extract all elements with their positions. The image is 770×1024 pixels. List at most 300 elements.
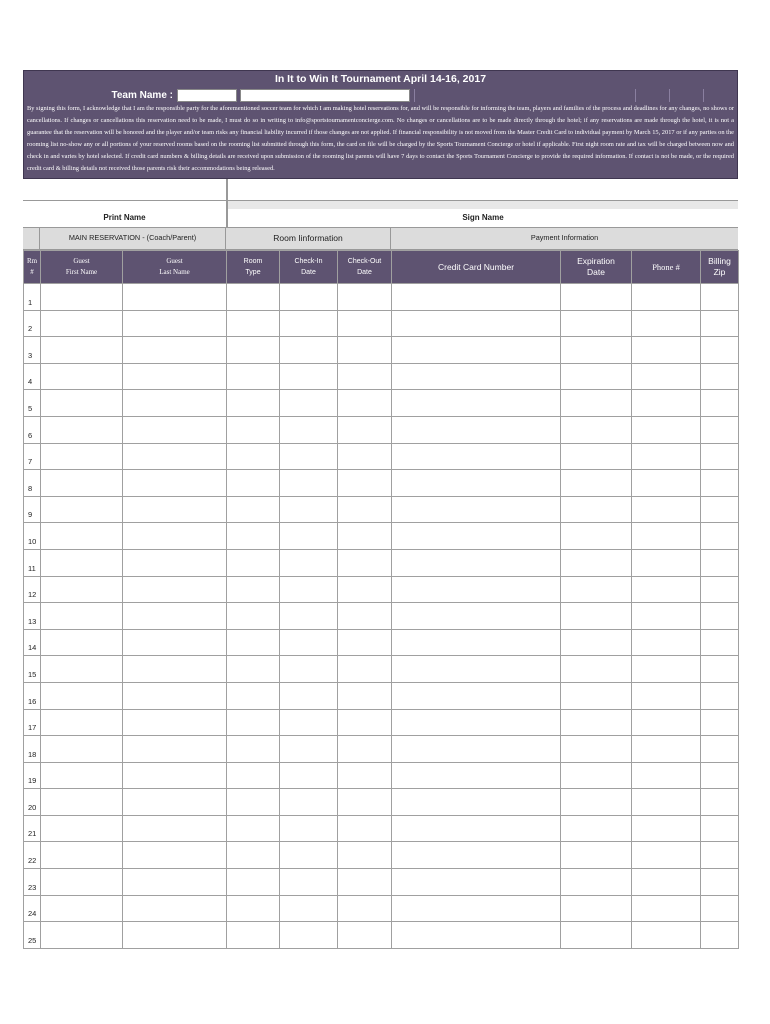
col-expiration-line2: Date	[587, 267, 605, 277]
check-out-date-cell[interactable]	[338, 603, 392, 630]
billing-zip-cell[interactable]	[701, 603, 739, 630]
phone-cell[interactable]	[632, 337, 701, 364]
col-check-out-date	[338, 251, 392, 284]
room-type-cell[interactable]	[227, 656, 280, 683]
check-in-date-cell[interactable]	[280, 443, 338, 470]
credit-card-number-cell[interactable]	[392, 416, 561, 443]
check-out-date-cell[interactable]	[338, 895, 392, 922]
expiration-date-cell[interactable]	[561, 390, 632, 417]
section-spacer	[23, 228, 40, 249]
guest-last-name-cell[interactable]	[123, 390, 227, 417]
check-in-date-cell[interactable]	[280, 284, 338, 311]
row-number: 12	[24, 576, 41, 603]
check-in-date-cell[interactable]	[280, 496, 338, 523]
row-number: 4	[24, 363, 41, 390]
billing-zip-cell[interactable]	[701, 895, 739, 922]
billing-zip-cell[interactable]	[701, 549, 739, 576]
room-type-cell[interactable]	[227, 682, 280, 709]
room-type-cell[interactable]	[227, 523, 280, 550]
check-in-date-cell[interactable]	[280, 603, 338, 630]
expiration-date-cell[interactable]	[561, 709, 632, 736]
phone-cell[interactable]	[632, 736, 701, 763]
row-number: 19	[24, 762, 41, 789]
check-out-date-cell[interactable]	[338, 549, 392, 576]
col-guest-first-name	[41, 251, 123, 284]
row-number: 14	[24, 629, 41, 656]
table-row	[24, 390, 739, 417]
table-row	[24, 869, 739, 896]
separator-row	[23, 201, 738, 209]
expiration-date-cell[interactable]	[561, 603, 632, 630]
guest-last-name-cell[interactable]	[123, 337, 227, 364]
guest-first-name-cell[interactable]	[41, 470, 123, 497]
credit-card-number-cell[interactable]	[392, 736, 561, 763]
print-name-label: Print Name	[23, 209, 228, 227]
guest-last-name-cell[interactable]	[123, 895, 227, 922]
phone-cell[interactable]	[632, 549, 701, 576]
phone-cell[interactable]	[632, 363, 701, 390]
expiration-date-cell[interactable]	[561, 363, 632, 390]
check-out-date-cell[interactable]	[338, 629, 392, 656]
credit-card-number-cell[interactable]	[392, 363, 561, 390]
billing-zip-cell[interactable]	[701, 682, 739, 709]
col-guest-first-line1: Guest	[73, 257, 90, 265]
guest-first-name-cell[interactable]	[41, 709, 123, 736]
guest-last-name-cell[interactable]	[123, 576, 227, 603]
billing-zip-cell[interactable]	[701, 470, 739, 497]
phone-cell[interactable]	[632, 789, 701, 816]
row-number: 21	[24, 815, 41, 842]
check-in-date-cell[interactable]	[280, 815, 338, 842]
row-number: 5	[24, 390, 41, 417]
table-row	[24, 789, 739, 816]
check-out-date-cell[interactable]	[338, 310, 392, 337]
table-row	[24, 682, 739, 709]
expiration-date-cell[interactable]	[561, 842, 632, 869]
guest-first-name-cell[interactable]	[41, 523, 123, 550]
guest-last-name-cell[interactable]	[123, 762, 227, 789]
row-number: 23	[24, 869, 41, 896]
col-room-type-line1: Room	[243, 258, 263, 265]
check-in-date-cell[interactable]	[280, 576, 338, 603]
expiration-date-cell[interactable]	[561, 310, 632, 337]
phone-cell[interactable]	[632, 390, 701, 417]
col-billing-line1: Billing	[708, 256, 731, 266]
table-row	[24, 656, 739, 683]
check-out-date-cell[interactable]	[338, 922, 392, 949]
row-number: 15	[24, 656, 41, 683]
room-type-cell[interactable]	[227, 470, 280, 497]
expiration-date-cell[interactable]	[561, 549, 632, 576]
check-in-date-cell[interactable]	[280, 895, 338, 922]
guest-last-name-cell[interactable]	[123, 629, 227, 656]
guest-first-name-cell[interactable]	[41, 363, 123, 390]
room-type-cell[interactable]	[227, 736, 280, 763]
check-out-date-cell[interactable]	[338, 337, 392, 364]
phone-cell[interactable]	[632, 310, 701, 337]
billing-zip-cell[interactable]	[701, 736, 739, 763]
row-number: 11	[24, 549, 41, 576]
guest-first-name-cell[interactable]	[41, 922, 123, 949]
form-title: In It to Win It Tournament April 14-16, 2017	[23, 70, 738, 87]
check-in-date-cell[interactable]	[280, 682, 338, 709]
phone-cell[interactable]	[632, 443, 701, 470]
credit-card-number-cell[interactable]	[392, 390, 561, 417]
guest-last-name-cell[interactable]	[123, 736, 227, 763]
billing-zip-cell[interactable]	[701, 709, 739, 736]
row-number: 18	[24, 736, 41, 763]
phone-cell[interactable]	[632, 496, 701, 523]
phone-cell[interactable]	[632, 629, 701, 656]
team-name-row	[23, 87, 738, 103]
billing-zip-cell[interactable]	[701, 842, 739, 869]
check-in-date-cell[interactable]	[280, 762, 338, 789]
check-out-date-cell[interactable]	[338, 789, 392, 816]
credit-card-number-cell[interactable]	[392, 576, 561, 603]
check-in-date-cell[interactable]	[280, 363, 338, 390]
check-out-date-cell[interactable]	[338, 284, 392, 311]
row-number: 3	[24, 337, 41, 364]
billing-zip-cell[interactable]	[701, 443, 739, 470]
billing-zip-cell[interactable]	[701, 576, 739, 603]
credit-card-number-cell[interactable]	[392, 869, 561, 896]
guest-last-name-cell[interactable]	[123, 656, 227, 683]
credit-card-number-cell[interactable]	[392, 922, 561, 949]
billing-zip-cell[interactable]	[701, 762, 739, 789]
phone-cell[interactable]	[632, 682, 701, 709]
col-credit-card-number: Credit Card Number	[392, 251, 561, 284]
billing-zip-cell[interactable]	[701, 390, 739, 417]
billing-zip-cell[interactable]	[701, 363, 739, 390]
expiration-date-cell[interactable]	[561, 416, 632, 443]
guest-last-name-cell[interactable]	[123, 416, 227, 443]
check-out-date-cell[interactable]	[338, 682, 392, 709]
check-out-date-cell[interactable]	[338, 496, 392, 523]
table-row	[24, 363, 739, 390]
col-check-in-line1: Check-In	[294, 258, 323, 265]
guest-first-name-cell[interactable]	[41, 656, 123, 683]
credit-card-number-cell[interactable]	[392, 470, 561, 497]
col-billing-zip	[701, 251, 739, 284]
check-out-date-cell[interactable]	[338, 443, 392, 470]
guest-first-name-cell[interactable]	[41, 549, 123, 576]
room-type-cell[interactable]	[227, 576, 280, 603]
phone-cell[interactable]	[632, 815, 701, 842]
guest-last-name-cell[interactable]	[123, 815, 227, 842]
guest-last-name-cell[interactable]	[123, 549, 227, 576]
credit-card-number-cell[interactable]	[392, 284, 561, 311]
col-room-number-line1: Rm	[26, 257, 38, 265]
credit-card-number-cell[interactable]	[392, 682, 561, 709]
billing-zip-cell[interactable]	[701, 496, 739, 523]
phone-cell[interactable]	[632, 284, 701, 311]
guest-last-name-cell[interactable]	[123, 363, 227, 390]
col-room-type	[227, 251, 280, 284]
room-type-cell[interactable]	[227, 629, 280, 656]
expiration-date-cell[interactable]	[561, 736, 632, 763]
phone-cell[interactable]	[632, 922, 701, 949]
check-in-date-cell[interactable]	[280, 549, 338, 576]
credit-card-number-cell[interactable]	[392, 496, 561, 523]
guest-last-name-cell[interactable]	[123, 789, 227, 816]
col-room-number-line2: #	[30, 268, 34, 276]
guest-last-name-cell[interactable]	[123, 310, 227, 337]
billing-zip-cell[interactable]	[701, 869, 739, 896]
check-in-date-cell[interactable]	[280, 789, 338, 816]
check-in-date-cell[interactable]	[280, 869, 338, 896]
room-type-cell[interactable]	[227, 549, 280, 576]
expiration-date-cell[interactable]	[561, 629, 632, 656]
row-number: 10	[24, 523, 41, 550]
room-type-cell[interactable]	[227, 842, 280, 869]
guest-first-name-cell[interactable]	[41, 603, 123, 630]
table-row	[24, 576, 739, 603]
credit-card-number-cell[interactable]	[392, 337, 561, 364]
row-number: 6	[24, 416, 41, 443]
expiration-date-cell[interactable]	[561, 337, 632, 364]
expiration-date-cell[interactable]	[561, 815, 632, 842]
expiration-date-cell[interactable]	[561, 789, 632, 816]
credit-card-number-cell[interactable]	[392, 789, 561, 816]
guest-first-name-cell[interactable]	[41, 443, 123, 470]
team-row-cell	[635, 89, 669, 102]
expiration-date-cell[interactable]	[561, 443, 632, 470]
table-row	[24, 470, 739, 497]
col-room-number	[24, 251, 41, 284]
check-out-date-cell[interactable]	[338, 762, 392, 789]
check-out-date-cell[interactable]	[338, 736, 392, 763]
billing-zip-cell[interactable]	[701, 789, 739, 816]
check-in-date-cell[interactable]	[280, 842, 338, 869]
room-type-cell[interactable]	[227, 815, 280, 842]
blank-left-cell	[23, 179, 228, 200]
table-row	[24, 443, 739, 470]
guest-first-name-cell[interactable]	[41, 629, 123, 656]
check-in-date-cell[interactable]	[280, 709, 338, 736]
guest-last-name-cell[interactable]	[123, 869, 227, 896]
phone-cell[interactable]	[632, 470, 701, 497]
credit-card-number-cell[interactable]	[392, 549, 561, 576]
check-out-date-cell[interactable]	[338, 416, 392, 443]
billing-zip-cell[interactable]	[701, 416, 739, 443]
team-name-field-2[interactable]	[240, 89, 410, 102]
table-row	[24, 603, 739, 630]
room-type-cell[interactable]	[227, 363, 280, 390]
phone-cell[interactable]	[632, 762, 701, 789]
team-name-field-1[interactable]	[177, 89, 237, 102]
guest-last-name-cell[interactable]	[123, 603, 227, 630]
phone-cell[interactable]	[632, 842, 701, 869]
table-row	[24, 815, 739, 842]
credit-card-number-cell[interactable]	[392, 895, 561, 922]
guest-first-name-cell[interactable]	[41, 789, 123, 816]
credit-card-number-cell[interactable]	[392, 656, 561, 683]
phone-cell[interactable]	[632, 656, 701, 683]
row-number: 7	[24, 443, 41, 470]
col-guest-last-line2: Last Name	[159, 268, 190, 276]
col-expiration-line1: Expiration	[577, 256, 615, 266]
check-in-date-cell[interactable]	[280, 416, 338, 443]
expiration-date-cell[interactable]	[561, 576, 632, 603]
col-room-type-line2: Type	[245, 269, 261, 276]
guest-first-name-cell[interactable]	[41, 576, 123, 603]
guest-last-name-cell[interactable]	[123, 496, 227, 523]
credit-card-number-cell[interactable]	[392, 523, 561, 550]
guest-first-name-cell[interactable]	[41, 869, 123, 896]
phone-cell[interactable]	[632, 603, 701, 630]
col-phone: Phone #	[632, 251, 701, 284]
phone-cell[interactable]	[632, 895, 701, 922]
billing-zip-cell[interactable]	[701, 284, 739, 311]
room-information-header: Room Iinformation	[226, 228, 391, 249]
check-in-date-cell[interactable]	[280, 736, 338, 763]
expiration-date-cell[interactable]	[561, 895, 632, 922]
room-type-cell[interactable]	[227, 416, 280, 443]
guest-first-name-cell[interactable]	[41, 310, 123, 337]
room-type-cell[interactable]	[227, 709, 280, 736]
check-out-date-cell[interactable]	[338, 470, 392, 497]
team-row-cells	[635, 89, 737, 102]
room-type-cell[interactable]	[227, 922, 280, 949]
credit-card-number-cell[interactable]	[392, 629, 561, 656]
credit-card-number-cell[interactable]	[392, 709, 561, 736]
col-check-out-line1: Check-Out	[347, 258, 382, 265]
phone-cell[interactable]	[632, 869, 701, 896]
room-type-cell[interactable]	[227, 762, 280, 789]
room-type-cell[interactable]	[227, 496, 280, 523]
column-header-row	[24, 251, 739, 284]
main-reservation-header: MAIN RESERVATION - (Coach/Parent)	[40, 228, 226, 249]
guest-last-name-cell[interactable]	[123, 523, 227, 550]
check-out-date-cell[interactable]	[338, 869, 392, 896]
phone-cell[interactable]	[632, 523, 701, 550]
credit-card-number-cell[interactable]	[392, 815, 561, 842]
credit-card-number-cell[interactable]	[392, 310, 561, 337]
blank-right-cell	[228, 179, 738, 200]
expiration-date-cell[interactable]	[561, 470, 632, 497]
check-out-date-cell[interactable]	[338, 815, 392, 842]
check-in-date-cell[interactable]	[280, 470, 338, 497]
row-number: 1	[24, 284, 41, 311]
check-in-date-cell[interactable]	[280, 390, 338, 417]
reservation-form	[23, 70, 738, 949]
room-type-cell[interactable]	[227, 895, 280, 922]
guest-first-name-cell[interactable]	[41, 762, 123, 789]
col-guest-last-name	[123, 251, 227, 284]
guest-last-name-cell[interactable]	[123, 922, 227, 949]
col-guest-first-line2: First Name	[65, 268, 98, 276]
table-row	[24, 629, 739, 656]
room-type-cell[interactable]	[227, 337, 280, 364]
guest-first-name-cell[interactable]	[41, 895, 123, 922]
guest-first-name-cell[interactable]	[41, 736, 123, 763]
expiration-date-cell[interactable]	[561, 922, 632, 949]
check-out-date-cell[interactable]	[338, 523, 392, 550]
team-row-cell	[669, 89, 703, 102]
guest-first-name-cell[interactable]	[41, 682, 123, 709]
phone-cell[interactable]	[632, 709, 701, 736]
phone-cell[interactable]	[632, 416, 701, 443]
check-in-date-cell[interactable]	[280, 656, 338, 683]
room-type-cell[interactable]	[227, 284, 280, 311]
guest-last-name-cell[interactable]	[123, 470, 227, 497]
check-in-date-cell[interactable]	[280, 310, 338, 337]
col-check-out-line2: Date	[357, 269, 372, 276]
guest-first-name-cell[interactable]	[41, 496, 123, 523]
guest-last-name-cell[interactable]	[123, 443, 227, 470]
check-out-date-cell[interactable]	[338, 842, 392, 869]
billing-zip-cell[interactable]	[701, 922, 739, 949]
check-out-date-cell[interactable]	[338, 656, 392, 683]
check-in-date-cell[interactable]	[280, 629, 338, 656]
check-out-date-cell[interactable]	[338, 576, 392, 603]
room-type-cell[interactable]	[227, 310, 280, 337]
col-guest-last-line1: Guest	[166, 257, 183, 265]
guest-last-name-cell[interactable]	[123, 709, 227, 736]
sign-name-label: Sign Name	[462, 213, 504, 222]
guest-first-name-cell[interactable]	[41, 842, 123, 869]
billing-zip-cell[interactable]	[701, 815, 739, 842]
room-type-cell[interactable]	[227, 789, 280, 816]
table-row	[24, 762, 739, 789]
guest-first-name-cell[interactable]	[41, 284, 123, 311]
table-row	[24, 736, 739, 763]
expiration-date-cell[interactable]	[561, 656, 632, 683]
billing-zip-cell[interactable]	[701, 337, 739, 364]
credit-card-number-cell[interactable]	[392, 842, 561, 869]
guest-first-name-cell[interactable]	[41, 416, 123, 443]
room-type-cell[interactable]	[227, 390, 280, 417]
billing-zip-cell[interactable]	[701, 629, 739, 656]
expiration-date-cell[interactable]	[561, 682, 632, 709]
expiration-date-cell[interactable]	[561, 869, 632, 896]
expiration-date-cell[interactable]	[561, 762, 632, 789]
expiration-date-cell[interactable]	[561, 496, 632, 523]
billing-zip-cell[interactable]	[701, 523, 739, 550]
check-out-date-cell[interactable]	[338, 390, 392, 417]
phone-cell[interactable]	[632, 576, 701, 603]
guest-last-name-cell[interactable]	[123, 682, 227, 709]
check-in-date-cell[interactable]	[280, 922, 338, 949]
credit-card-number-cell[interactable]	[392, 762, 561, 789]
guest-first-name-cell[interactable]	[41, 337, 123, 364]
room-type-cell[interactable]	[227, 869, 280, 896]
room-type-cell[interactable]	[227, 603, 280, 630]
guest-first-name-cell[interactable]	[41, 390, 123, 417]
credit-card-number-cell[interactable]	[392, 603, 561, 630]
row-number: 22	[24, 842, 41, 869]
guest-last-name-cell[interactable]	[123, 284, 227, 311]
guest-last-name-cell[interactable]	[123, 842, 227, 869]
check-in-date-cell[interactable]	[280, 337, 338, 364]
room-type-cell[interactable]	[227, 443, 280, 470]
expiration-date-cell[interactable]	[561, 284, 632, 311]
credit-card-number-cell[interactable]	[392, 443, 561, 470]
expiration-date-cell[interactable]	[561, 523, 632, 550]
billing-zip-cell[interactable]	[701, 656, 739, 683]
check-in-date-cell[interactable]	[280, 523, 338, 550]
billing-zip-cell[interactable]	[701, 310, 739, 337]
check-out-date-cell[interactable]	[338, 709, 392, 736]
table-row	[24, 895, 739, 922]
check-out-date-cell[interactable]	[338, 363, 392, 390]
guest-first-name-cell[interactable]	[41, 815, 123, 842]
table-row	[24, 496, 739, 523]
table-row	[24, 337, 739, 364]
table-row	[24, 523, 739, 550]
row-number: 8	[24, 470, 41, 497]
col-billing-line2: Zip	[713, 267, 726, 277]
